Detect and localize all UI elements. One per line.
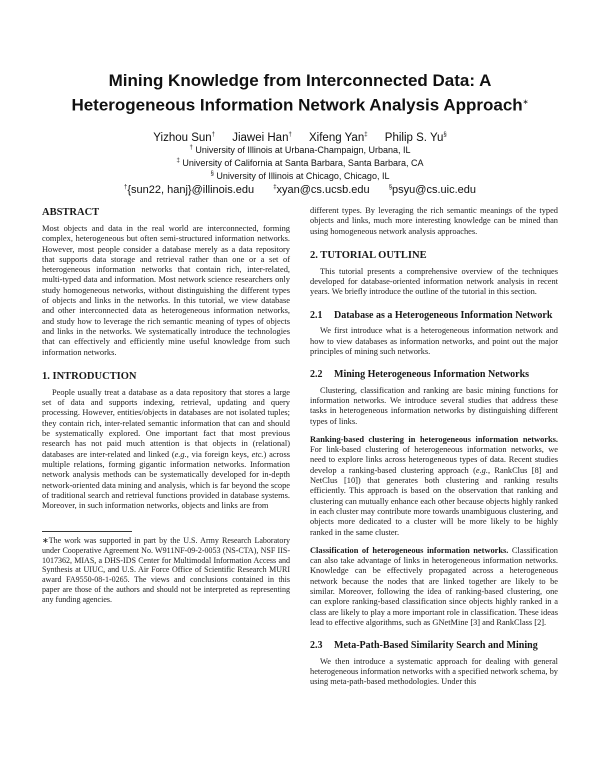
author: Jiawei Han† xyxy=(232,131,292,144)
right-column xyxy=(310,206,558,691)
author: Xifeng Yan‡ xyxy=(309,131,368,144)
email-list xyxy=(40,180,560,197)
affiliation: ‡ University of California at Santa Barbara, Santa Barbara, CA xyxy=(176,158,424,168)
abstract-text: Most objects and data in the real world are interconnected, forming complex, heterogeneous but often semi-structured information networks. However, most people consider a database merely as a data repository that supports data storage and retrieval rather than one or a set of heterogeneous information networks that contain rich, inter-related, multi-typed data and information. Most network science researchers only study homogeneous networks, without distinguishing the different types of objects and links in the networks. In this tutorial, we view database and other interconnected data as heterogeneous information networks, and study how to leverage the rich semantic meaning of types of objects and links in the networks. We systematically introduce the technologies that can effectively and efficiently mine useful knowledge from such information networks. xyxy=(42,224,290,357)
title-footnote-mark: ∗ xyxy=(522,99,529,106)
paper-title xyxy=(40,70,560,117)
email: §psyu@cs.uic.edu xyxy=(388,183,476,196)
footnote-rule xyxy=(42,531,132,532)
affiliation: § University of Illinois at Chicago, Chicago, IL xyxy=(210,171,390,181)
section-2-2-text: Clustering, classification and ranking are basic mining functions for information networks. We introduce several studies that address these tasks in heterogeneous information networks by distinguishing different types of links. xyxy=(310,385,558,426)
section-2-2-heading: 2.2 Mining Heterogeneous Information Networks xyxy=(310,369,530,381)
title-line-1: Mining Knowledge from Interconnected Data: A xyxy=(108,71,492,90)
introduction-text: People usually treat a database as a data repository that stores a large set of data and supports indexing, retrieval, updating and query processing. However, entities/objects in databases are not isolated tuples; they contain rich, inter-related semantic information that can and should be systematically explored. One important fact that most previous research has not paid much attention is that objects in (relational) databases are inter-related and linked (e.g., via foreign keys, etc.) across multiple relations, forming gigantic information networks. Information network analysis methods can be systematically developed for in-depth network-oriented data mining and analysis, which is far beyond the scope of traditional search and retrieval functions provided in database systems. Moreover, in such information networks, objects and links are from xyxy=(42,387,290,511)
introduction-heading: 1. INTRODUCTION xyxy=(42,370,137,382)
classification-paragraph: Classification of heterogeneous information networks. Classification can also take advantage of links in heterogeneous information networks. Knowledge can be effectively propagated across a heterogeneous network because the nodes that are linked together are likely to be similar. Moreover, following the idea of ranking-based clustering, one can explore ranking-based classification since objects highly ranked in a class are likely to play a more important role in classification. These ideas lead to effective algorithms, such as GNetMine [3] and RankClass [2]. xyxy=(310,545,558,627)
section-2-3-text: We then introduce a systematic approach for dealing with general heterogeneous information networks with a specified network schema, by using meta-path-based methodologies. Under this xyxy=(310,656,558,687)
email: ‡xyan@cs.ucsb.edu xyxy=(273,183,370,196)
tutorial-outline-text: This tutorial presents a comprehensive overview of the techniques developed for database-oriented information network analysis in recent years. We briefly introduce the outline of the tutorial in this section. xyxy=(310,266,558,297)
funding-footnote: ∗The work was supported in part by the U.S. Army Research Laboratory under Cooperative Agreement No. W911NF-09-2-0053 (NS-CTA), NSF IIS-1017362, MIAS, a DHS-IDS Center for Multimodal Information Access and Synthesis at UIUC, and U.S. Air Force Office of Scientific Research MURI award FA9550-08-1-0265. The views and conclusions contained in this paper are those of the authors and should not be interpreted as representing any funding agencies. xyxy=(42,536,290,604)
title-line-2: Heterogeneous Information Network Analysis Approach xyxy=(71,95,523,115)
section-2-3-heading: 2.3 Meta-Path-Based Similarity Search and Mining xyxy=(310,640,538,652)
email: †{sun22, hanj}@illinois.edu xyxy=(124,183,255,196)
author: Philip S. Yu§ xyxy=(384,131,447,144)
abstract-heading: ABSTRACT xyxy=(42,207,100,218)
affiliation: † University of Illinois at Urbana-Champaign, Urbana, IL xyxy=(189,145,411,155)
left-column xyxy=(42,206,290,514)
author: Yizhou Sun† xyxy=(153,131,216,144)
tutorial-outline-heading: 2. TUTORIAL OUTLINE xyxy=(310,249,427,261)
ranking-clustering-paragraph: Ranking-based clustering in heterogeneous information networks. For link-based clustering of heterogeneous information networks, we need to explore links across heterogeneous types of data. Recent studies develop a ranking-based clustering approach (e.g., RankClus [8] and NetClus [10]) that generates both clustering and ranking results efficiently. This approach is based on the observation that ranking and clustering can mutually enhance each other because objects highly ranked in each cluster may contribute more towards unambiguous clustering, and objects more dedicated to a cluster will be more likely to be highly ranked in the same cluster. xyxy=(310,434,558,537)
section-2-1-heading: 2.1 Database as a Heterogeneous Information Network xyxy=(310,309,553,321)
section-2-1-text: We first introduce what is a heterogeneous information network and how to view databases as information networks, and point out the major principles of mining such networks. xyxy=(310,326,558,356)
affiliation-list xyxy=(40,143,560,182)
introduction-continuation: different types. By leveraging the rich semantic meanings of the typed objects and links, much more interesting knowledge can be mined than using homogeneous network analysis approaches. xyxy=(310,206,558,236)
footnote xyxy=(42,531,290,605)
